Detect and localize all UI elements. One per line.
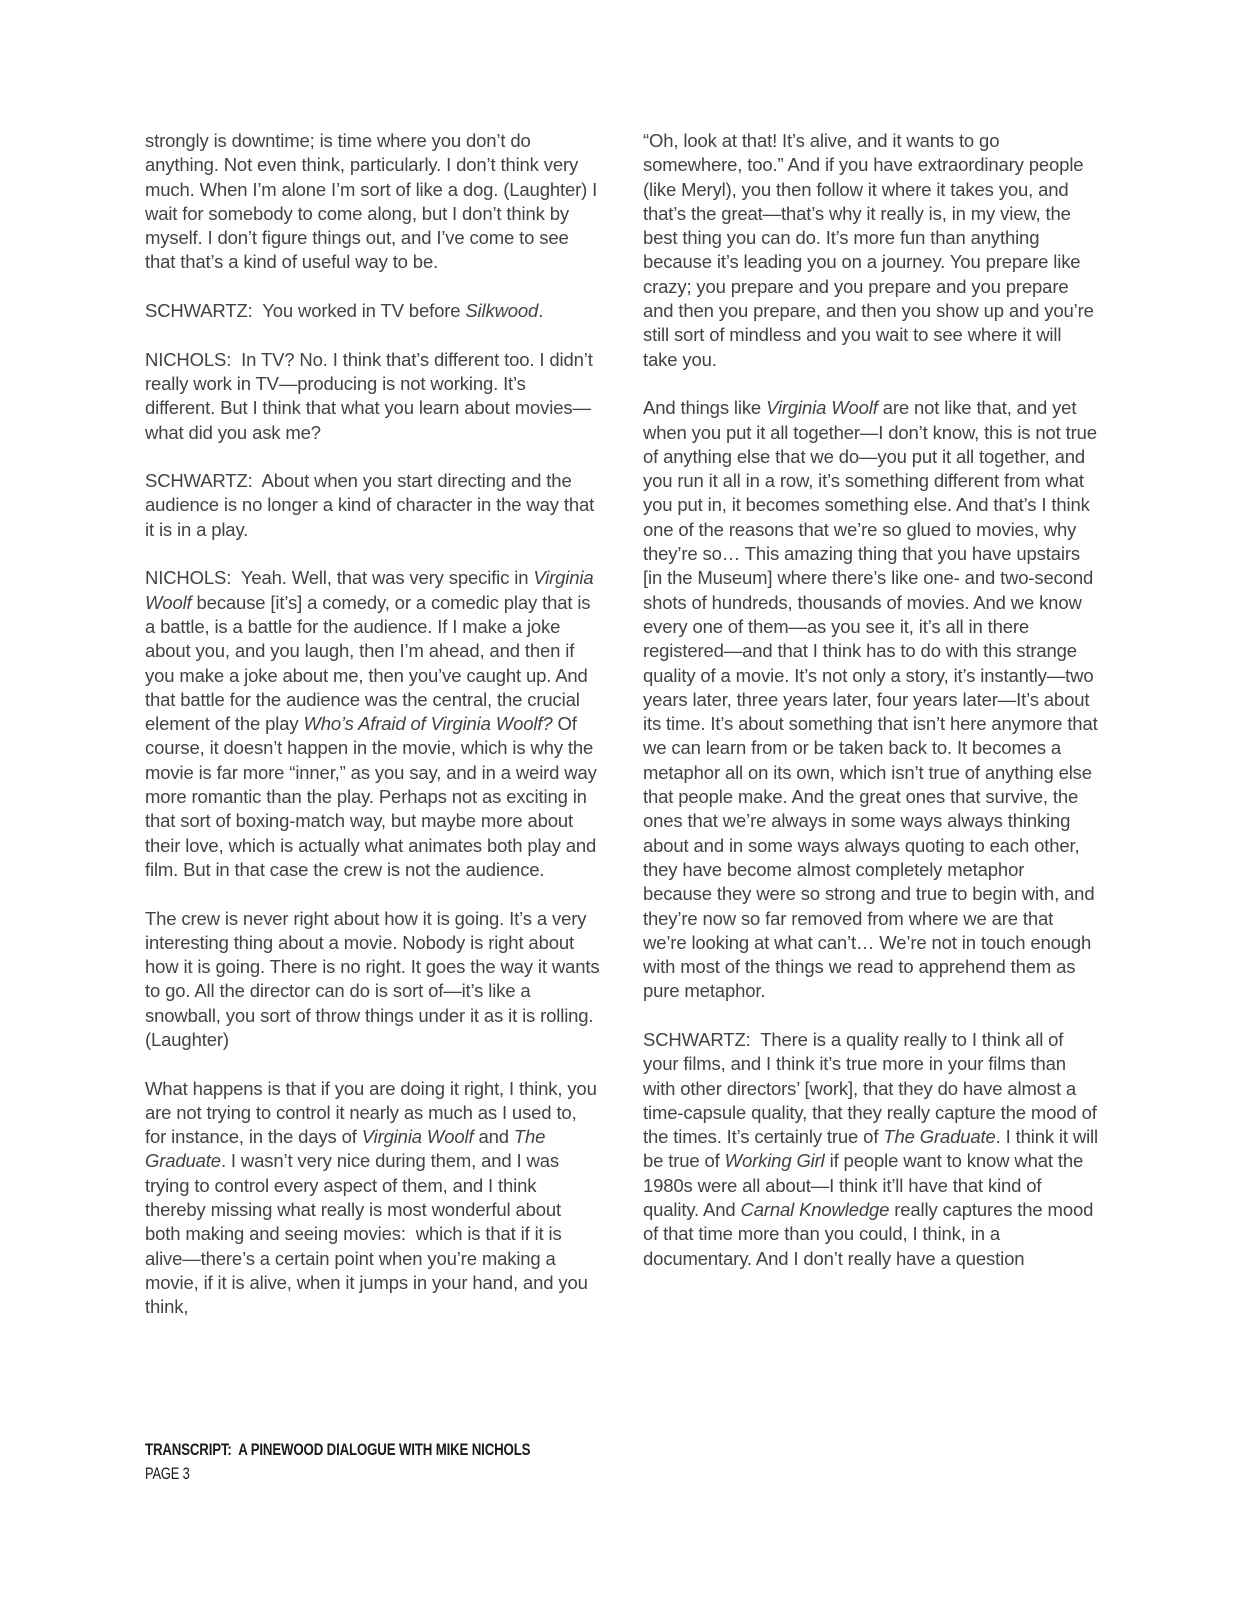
text-run: if people want to know what the 1980s were all about—I think it’ll have that kind of quality. And xyxy=(643,1150,1089,1221)
film-title-italic: The Graduate xyxy=(145,1126,551,1172)
transcript-column-left xyxy=(145,129,605,1320)
paragraph xyxy=(145,469,600,542)
text-run: And things like xyxy=(643,397,767,419)
paragraph xyxy=(145,907,605,1053)
text-run: “Oh, look at that! It’s alive, and it wants to go somewhere, too.” And if you have extraordinary people (like Meryl), you then follow it where it takes you, and that’s the great—that’s why it really is, in my view, the best thing you can do. It’s more fun than anything because it’s leading you on a journey. You prepare like crazy; you prepare and you prepare and you prepare and then you prepare, and then you show up and you’re still sort of mindless and you wait to see where it will take you. xyxy=(643,130,1099,370)
paragraph xyxy=(145,566,600,882)
film-title-italic: Carnal Knowledge xyxy=(740,1199,890,1221)
footer-transcript-title: TRANSCRIPT: A PINEWOOD DIALOGUE WITH MIKE NICHOLS xyxy=(145,1440,531,1459)
paragraph xyxy=(643,1028,1103,1271)
paragraph xyxy=(643,129,1098,372)
text-run: are not like that, and yet when you put it all together—I don’t know, this is not true of anything else that we do—you put it all together, and you run it all in a row, it’s something different from what you put in, it becomes something else. And that’s I think one of the reasons that we’re so glued to movies, why they’re so… This amazing thing that you have upstairs [in the Museum] where there’s like one- and two-second shots of hundreds, thousands of movies. And we know every one of them—as you see it, it’s all in there registered—and that I think has to do with this strange quality of a movie. It’s not only a story, it’s instantly—two years later, three years later, four years later—It’s about its time. It’s about something that isn’t here anymore that we can learn from or be taken back to. It becomes a metaphor all on its own, which isn’t true of anything else that people make. And the great ones that survive, the ones that we’re always in some ways always thinking about and in some ways always quoting to each other, they have become almost completely metaphor because they were so strong and true to begin with, and they’re now so far removed from where we are that we’re looking at what can’t… We’re not in touch enough with most of the things we read to apprehend them as pure metaphor. xyxy=(643,397,1103,1002)
text-run: SCHWARTZ: There is a quality really to I think all of your films, and I think it’s true more in your films than with other directors’ [work], that they do have almost a time-capsule quality, that they really capture the mood of the times. It’s certainly true of xyxy=(643,1028,1102,1148)
paragraph xyxy=(145,299,600,323)
film-title-italic: Virginia Woolf xyxy=(145,567,599,613)
text-run: and xyxy=(473,1126,514,1148)
page-footer xyxy=(145,1440,639,1484)
film-title-italic: Virginia Woolf xyxy=(361,1126,474,1148)
film-title-italic: Virginia Woolf xyxy=(766,397,878,419)
text-run: SCHWARTZ: You worked in TV before xyxy=(145,300,466,322)
footer-page-number: PAGE 3 xyxy=(145,1465,190,1483)
paragraph xyxy=(145,348,600,445)
transcript-column-right xyxy=(643,129,1103,1271)
film-title-italic: The Graduate xyxy=(883,1126,996,1148)
text-run: because [it’s] a comedy, or a comedic play that is a battle, is a battle for the audience. If I make a joke about you, and you laugh, then I’m ahead, and then if you make a joke about me, then you’ve caught up. And that battle for the audience was the central, the crucial element of the play xyxy=(145,591,596,735)
paragraph xyxy=(145,1077,600,1320)
paragraph xyxy=(643,396,1103,1003)
text-run: Of course, it doesn’t happen in the movie, which is why the movie is far more “inner,” as you say, and in a weird way more romantic than the play. Perhaps not as exciting in that sort of boxing-match way, but maybe more about their love, which is actually what animates both play and film. But in that case the crew is not the audience. xyxy=(145,713,602,880)
film-title-italic: Who’s Afraid of Virginia Woolf? xyxy=(303,713,553,735)
text-run: strongly is downtime; is time where you don’t do anything. Not even think, particularly. I don’t think very much. When I’m alone I’m sort of like a dog. (Laughter) I wait for somebody to come along, but I don’t think by myself. I don’t figure things out, and I’ve come to see that that’s a kind of useful way to be. xyxy=(145,130,603,273)
film-title-italic: Silkwood xyxy=(465,300,539,322)
text-run: The crew is never right about how it is going. It’s a very interesting thing about a movie. Nobody is right about how it is going. There is no right. It goes the way it wants to go. All the director can do is sort of—it’s like a snowball, you sort of throw things under it as it is rolling. (Laughter) xyxy=(145,907,605,1050)
text-run: . I wasn’t very nice during them, and I was trying to control every aspect of them, and I think thereby missing what really is most wonderful about both making and seeing movies: which is that if it is alive—there’s a certain point when you’re making a movie, if it is alive, when it jumps in your hand, and you think, xyxy=(145,1150,593,1318)
paragraph xyxy=(145,129,603,275)
text-run: NICHOLS: Yeah. Well, that was very specific in xyxy=(145,567,534,589)
text-run: What happens is that if you are doing it right, I think, you are not trying to control it nearly as much as I used to, for instance, in the days of xyxy=(145,1077,602,1148)
text-run: NICHOLS: In TV? No. I think that’s different too. I didn’t really work in TV—producing is not working. It’s different. But I think that what you learn about movies—what did you ask me? xyxy=(145,348,598,443)
film-title-italic: Working Girl xyxy=(724,1150,825,1172)
text-run: really captures the mood of that time more than you could, I think, in a documentary. And I don’t really have a question xyxy=(643,1199,1099,1269)
text-run: . I think it will be true of xyxy=(643,1126,1103,1172)
text-run: . xyxy=(538,300,544,322)
text-run: SCHWARTZ: About when you start directing and the audience is no longer a kind of character in the way that it is in a play. xyxy=(145,470,600,540)
